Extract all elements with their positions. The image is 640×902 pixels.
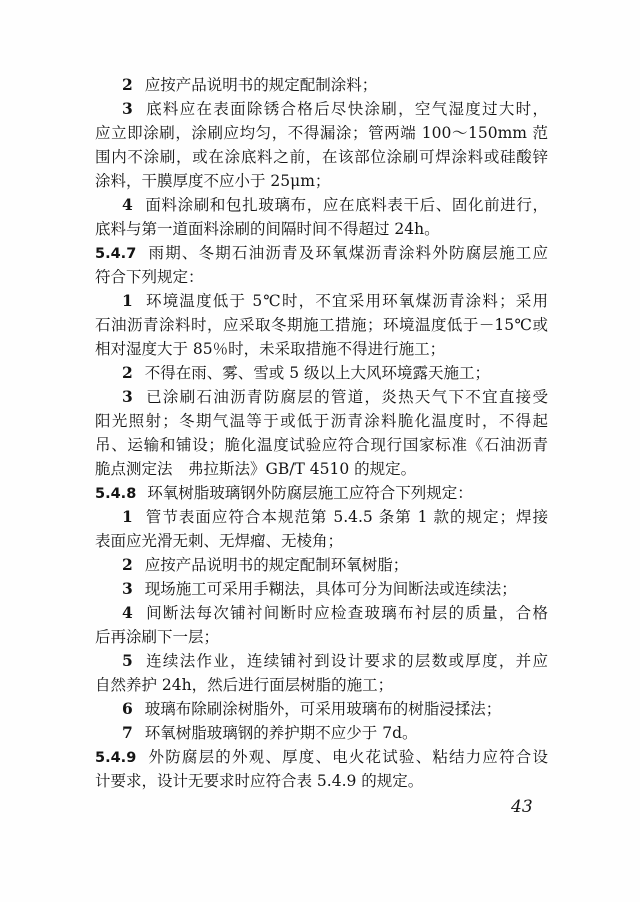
list-item [95, 385, 548, 481]
text-line: 表面应光滑无刺、无焊瘤、无棱角； [95, 532, 344, 550]
text-line: 后再涂刷下一层； [95, 628, 220, 646]
text-line [95, 385, 548, 409]
list-item [95, 649, 548, 697]
text-line [95, 97, 548, 121]
line-text: 玻璃布除刷涂树脂外，可采用玻璃布的树脂浸揉法； [144, 700, 502, 718]
list-item [95, 697, 548, 721]
item-number: 3 [122, 579, 133, 598]
item-number: 2 [122, 555, 133, 574]
line-text: 面料涂刷和包扎玻璃布，应在底料表干后、固化前进行， [144, 196, 548, 214]
text-line [95, 481, 548, 505]
list-item [95, 553, 548, 577]
item-number: 4 [122, 195, 133, 214]
item-number: 4 [122, 603, 133, 622]
item-number: 5 [122, 651, 133, 670]
line-text: 外防腐层的外观、厚度、电火花试验、粘结力应符合设 [147, 748, 548, 766]
text-line: 吊、运输和铺设；脆化温度试验应符合现行国家标准《石油沥青 [95, 436, 548, 454]
item-number: 2 [122, 363, 133, 382]
text-line: 底料与第一道面料涂刷的间隔时间不得超过 24h。 [95, 220, 440, 238]
clause-paragraph [95, 481, 548, 505]
line-text: 不得在雨、雾、雪或 5 级以上大风环境露天施工； [144, 364, 491, 382]
list-item [95, 505, 548, 553]
clause-paragraph [95, 745, 548, 793]
text-line [95, 241, 548, 265]
text-line [95, 649, 548, 673]
text-line [95, 601, 548, 625]
line-text: 雨期、冬期石油沥青及环氧煤沥青涂料外防腐层施工应 [147, 244, 548, 262]
page-body-text [95, 73, 548, 793]
text-line: 计要求，设计无要求时应符合表 5.4.9 的规定。 [95, 772, 424, 790]
text-line [95, 289, 548, 313]
text-line: 应立即涂刷，涂刷应均匀，不得漏涂；管两端 100～150mm 范 [95, 124, 548, 142]
item-number: 3 [122, 387, 133, 406]
clause-number: 5.4.8 [95, 486, 137, 502]
list-item [95, 73, 548, 97]
line-text: 环氧树脂玻璃钢的养护期不应少于 7d。 [144, 724, 418, 742]
item-number: 1 [122, 291, 133, 310]
text-line [95, 745, 548, 769]
list-item [95, 97, 548, 193]
text-line: 围内不涂刷，或在涂底料之前，在该部位涂刷可焊涂料或硅酸锌 [95, 148, 548, 166]
text-line: 自然养护 24h，然后进行面层树脂的施工； [95, 676, 394, 694]
text-line: 涂料，干膜厚度不应小于 25μm； [95, 172, 331, 190]
line-text: 现场施工可采用手糊法，具体可分为间断法或连续法； [144, 580, 517, 598]
text-line [95, 505, 548, 529]
page-number: 43 [511, 797, 533, 817]
text-line: 相对湿度大于 85％时，未采取措施不得进行施工； [95, 340, 446, 358]
item-number: 1 [122, 507, 133, 526]
line-text: 底料应在表面除锈合格后尽快涂刷，空气湿度过大时， [144, 100, 548, 118]
list-item [95, 289, 548, 361]
line-text: 环境温度低于 5℃时，不宜采用环氧煤沥青涂料；采用 [144, 292, 548, 310]
line-text: 应按产品说明书的规定配制环氧树脂； [144, 556, 409, 574]
text-line: 脆点测定法 弗拉斯法》GB/T 4510 的规定。 [95, 460, 417, 478]
clause-paragraph [95, 241, 548, 289]
text-line [95, 193, 548, 217]
list-item [95, 601, 548, 649]
text-line [95, 361, 548, 385]
text-line [95, 553, 548, 577]
clause-number: 5.4.9 [95, 750, 137, 766]
text-line: 符合下列规定： [95, 268, 204, 286]
clause-number: 5.4.7 [95, 246, 137, 262]
line-text: 已涂刷石油沥青防腐层的管道，炎热天气下不宜直接受 [144, 388, 548, 406]
text-line [95, 697, 548, 721]
item-number: 6 [122, 699, 133, 718]
line-text: 环氧树脂玻璃钢外防腐层施工应符合下列规定： [147, 484, 473, 502]
text-line [95, 73, 548, 97]
list-item [95, 193, 548, 241]
list-item [95, 361, 548, 385]
line-text: 应按产品说明书的规定配制涂料； [144, 76, 378, 94]
list-item [95, 577, 548, 601]
line-text: 间断法每次铺衬间断时应检查玻璃布衬层的质量，合格 [144, 604, 548, 622]
list-item [95, 721, 548, 745]
item-number: 3 [122, 99, 133, 118]
text-line: 石油沥青涂料时，应采取冬期施工措施；环境温度低于－15℃或 [95, 316, 548, 334]
item-number: 2 [122, 75, 133, 94]
text-line [95, 577, 548, 601]
text-line: 阳光照射；冬期气温等于或低于沥青涂料脆化温度时，不得起 [95, 412, 548, 430]
text-line [95, 721, 548, 745]
line-text: 管节表面应符合本规范第 5.4.5 条第 1 款的规定；焊接 [144, 508, 548, 526]
item-number: 7 [122, 723, 133, 742]
line-text: 连续法作业，连续铺衬到设计要求的层数或厚度，并应 [144, 652, 548, 670]
